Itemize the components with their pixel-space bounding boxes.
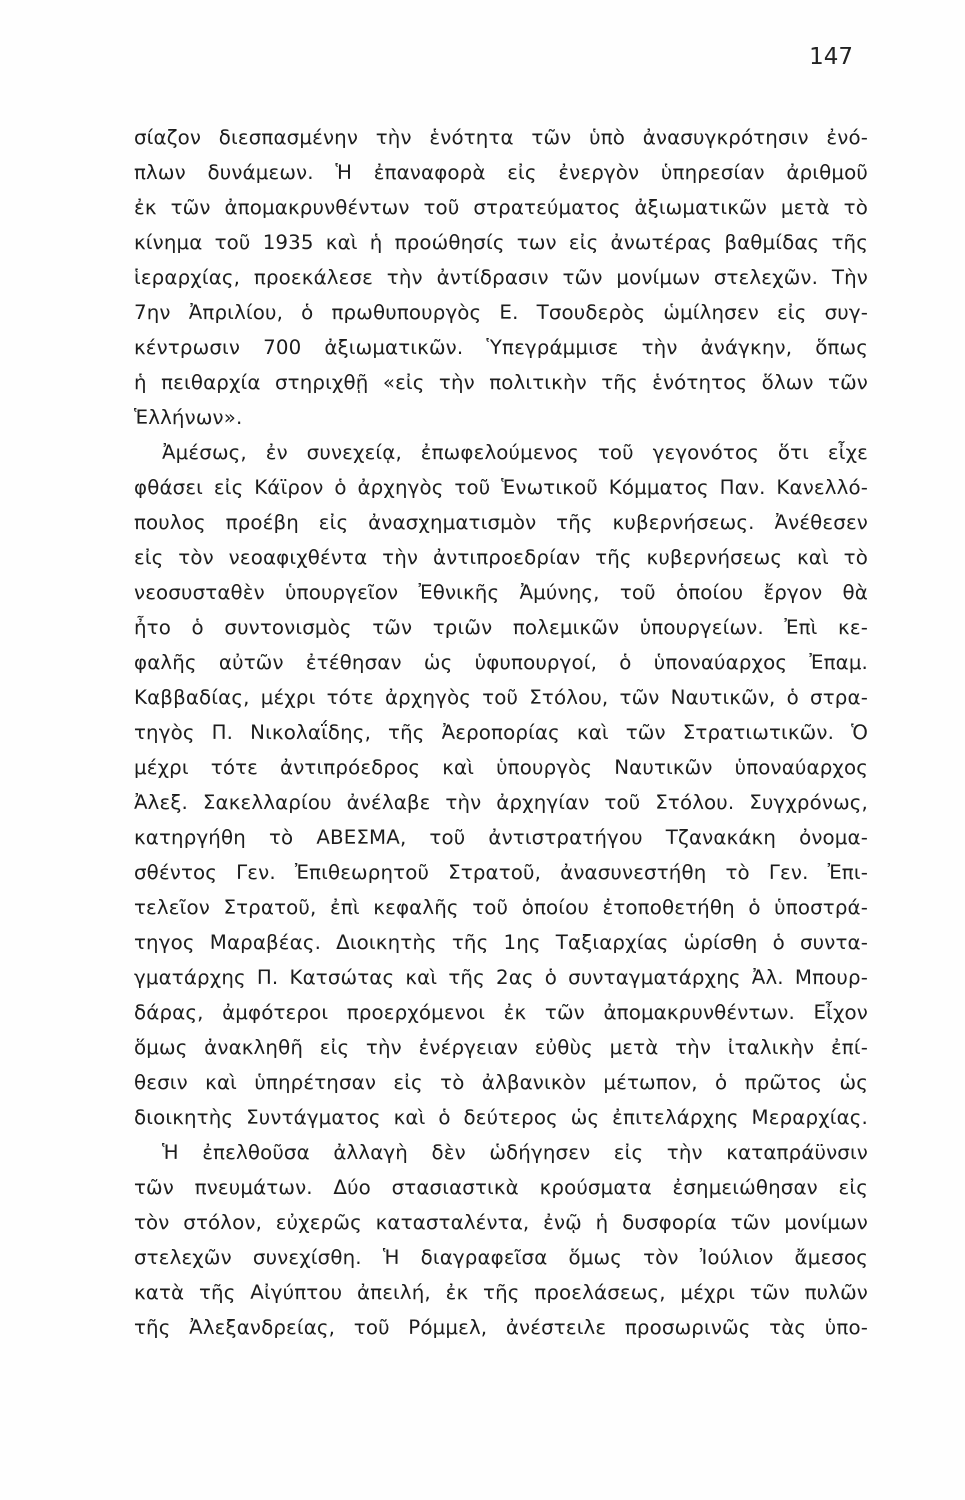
text-line: νεοσυσταθὲν ὑπουργεῖον Ἐθνικῆς Ἀμύνης, τοῦ ὁποίου ἔργον θὰ [134,581,868,604]
text-line: ἐκ τῶν ἀπομακρυνθέντων τοῦ στρατεύματος ἀξιωματικῶν μετὰ τὸ [134,196,868,219]
text-line: Ἀμέσως, ἐν συνεχείᾳ, ἐπωφελούμενος τοῦ γεγονότος ὅτι εἶχε [162,441,868,464]
text-line: τηγος Μαραβέας. Διοικητὴς τῆς 1ης Ταξιαρχίας ὡρίσθη ὁ συντα- [134,931,868,954]
text-line: ἦτο ὁ συντονισμὸς τῶν τριῶν πολεμικῶν ὑπουργείων. Ἐπὶ κε- [134,616,868,639]
text-line: θεσιν καὶ ὑπηρέτησαν εἰς τὸ ἀλβανικὸν μέτωπον, ὁ πρῶτος ὡς [134,1071,868,1094]
text-line: τῶν πνευμάτων. Δύο στασιαστικὰ κρούσματα ἐσημειώθησαν εἰς [134,1176,868,1199]
text-line: τὸν στόλον, εὐχερῶς κατασταλέντα, ἐνῷ ἡ δυσφορία τῶν μονίμων [134,1211,868,1234]
text-line: ἱεραρχίας, προεκάλεσε τὴν ἀντίδρασιν τῶν μονίμων στελεχῶν. Τὴν [134,266,868,289]
text-line: πλων δυνάμεων. Ἡ ἐπαναφορὰ εἰς ἐνεργὸν ὑπηρεσίαν ἀριθμοῦ [134,161,868,184]
text-line: Καββαδίας, μέχρι τότε ἀρχηγὸς τοῦ Στόλου, τῶν Ναυτικῶν, ὁ στρα- [134,686,868,709]
text-line: Ἑλλήνων». [134,406,243,429]
text-line: τῆς Ἀλεξανδρείας, τοῦ Ρόμμελ, ἀνέστειλε προσωρινῶς τὰς ὑπο- [134,1316,868,1339]
text-line: πουλος προέβη εἰς ἀνασχηματισμὸν τῆς κυβερνήσεως. Ἀνέθεσεν [134,511,868,534]
text-line: κέντρωσιν 700 ἀξιωματικῶν. Ὑπεγράμμισε τὴν ἀνάγκην, ὅπως [134,336,868,359]
text-line: σίαζον διεσπασμένην τὴν ἑνότητα τῶν ὑπὸ ἀνασυγκρότησιν ἐνό- [134,126,868,149]
text-line: τηγὸς Π. Νικολαΐδης, τῆς Ἀεροπορίας καὶ τῶν Στρατιωτικῶν. Ὁ [134,721,868,744]
text-line: τελεῖον Στρατοῦ, ἐπὶ κεφαλῆς τοῦ ὁποίου ἐτοποθετήθη ὁ ὑποστρά- [134,896,868,919]
paragraph-2 [134,435,868,1135]
paragraph-3 [134,1135,868,1345]
text-line: κατηργήθη τὸ ΑΒΕΣΜΑ, τοῦ ἀντιστρατήγου Τζανακάκη ὀνομα- [134,826,868,849]
text-line: σθέντος Γεν. Ἐπιθεωρητοῦ Στρατοῦ, ἀνασυνεστήθη τὸ Γεν. Ἐπι- [134,861,868,884]
text-line: φαλῆς αὐτῶν ἐτέθησαν ὡς ὑφυπουργοί, ὁ ὑποναύαρχος Ἐπαμ. [134,651,868,674]
text-line: μέχρι τότε ἀντιπρόεδρος καὶ ὑπουργὸς Ναυτικῶν ὑποναύαρχος [134,756,868,779]
text-line: κίνημα τοῦ 1935 καὶ ἡ προώθησίς των εἰς ἀνωτέρας βαθμίδας τῆς [134,231,868,254]
text-line: ὅμως ἀνακληθῆ εἰς τὴν ἐνέργειαν εὐθὺς μετὰ τὴν ἰταλικὴν ἐπί- [134,1036,868,1059]
text-line: Ἀλεξ. Σακελλαρίου ἀνέλαβε τὴν ἀρχηγίαν τοῦ Στόλου. Συγχρόνως, [134,791,868,814]
text-line: 7ην Ἀπριλίου, ὁ πρωθυπουργὸς Ε. Τσουδερὸς ὡμίλησεν εἰς συγ- [134,301,868,324]
text-line: στελεχῶν συνεχίσθη. Ἡ διαγραφεῖσα ὅμως τὸν Ἰούλιον ἄμεσος [134,1246,868,1269]
text-line: φθάσει εἰς Κάϊρον ὁ ἀρχηγὸς τοῦ Ἑνωτικοῦ Κόμματος Παν. Κανελλό- [134,476,868,499]
body-text [134,120,868,1345]
text-line: κατὰ τῆς Αἰγύπτου ἀπειλή, ἐκ τῆς προελάσεως, μέχρι τῶν πυλῶν [134,1281,868,1304]
text-line: ἡ πειθαρχία στηριχθῇ «εἰς τὴν πολιτικὴν τῆς ἑνότητος ὅλων τῶν [134,371,868,394]
text-line: εἰς τὸν νεοαφιχθέντα τὴν ἀντιπροεδρίαν τῆς κυβερνήσεως καὶ τὸ [134,546,868,569]
text-line: γματάρχης Π. Κατσώτας καὶ τῆς 2ας ὁ συνταγματάρχης Ἀλ. Μπουρ- [134,966,868,989]
page-number: 147 [809,44,853,70]
text-line: διοικητὴς Συντάγματος καὶ ὁ δεύτερος ὡς ἐπιτελάρχης Μεραρχίας. [134,1106,868,1129]
text-line: Ἡ ἐπελθοῦσα ἀλλαγὴ δὲν ὡδήγησεν εἰς τὴν καταπράϋνσιν [162,1141,868,1164]
text-line: δάρας, ἀμφότεροι προερχόμενοι ἐκ τῶν ἀπομακρυνθέντων. Εἶχον [134,1001,868,1024]
paragraph-1 [134,120,868,435]
